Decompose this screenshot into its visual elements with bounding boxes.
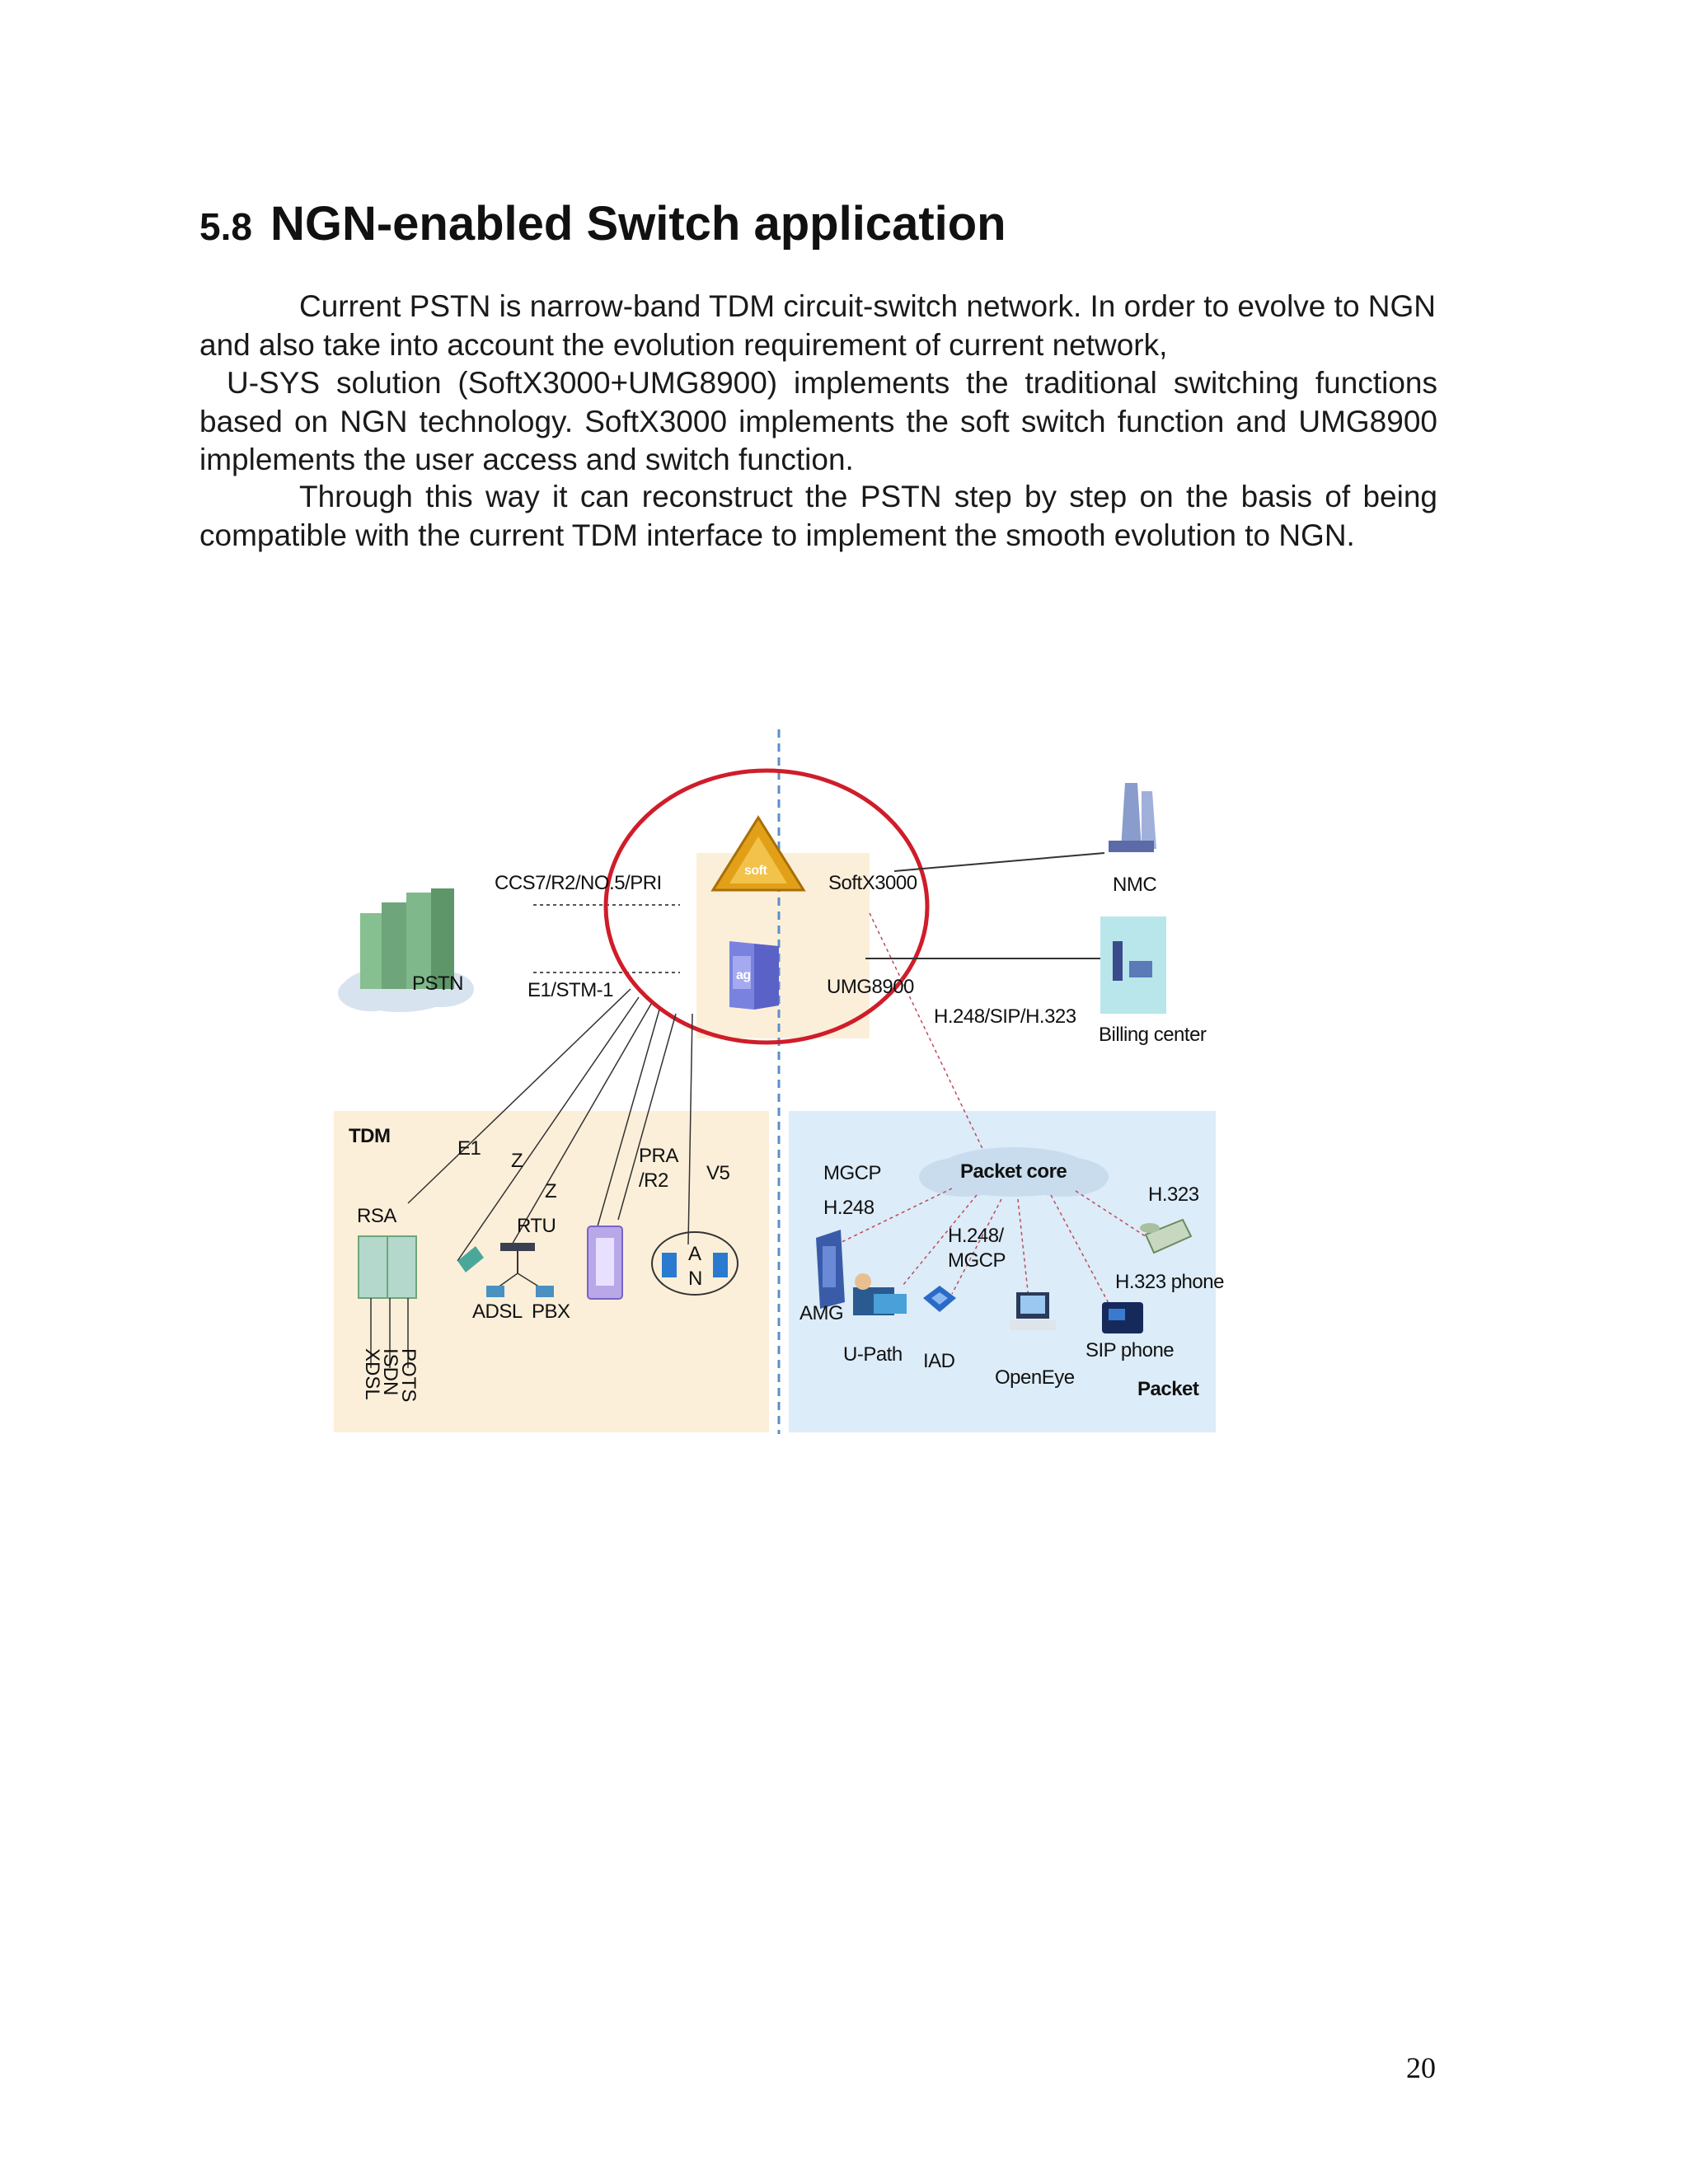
- page-number: 20: [1406, 2051, 1436, 2084]
- rtu-label: RTU: [517, 1215, 556, 1237]
- paragraph-1: [199, 288, 1437, 480]
- an-label-a: A: [688, 1243, 701, 1265]
- packet-title: Packet: [1137, 1378, 1199, 1400]
- openeye-icon: [1010, 1292, 1056, 1330]
- paragraph-1-line-2: U-SYS solution (SoftX3000+UMG8900) implements the traditional switching functions based on NGN technology. SoftX3000 implements the soft switch function and UMG8900 implements the user access and switch function.: [199, 366, 1437, 476]
- z-label-1: Z: [511, 1150, 523, 1172]
- section-heading: [199, 196, 1006, 251]
- umg-label: UMG8900: [827, 976, 914, 998]
- paragraph-2-text: Through this way it can reconstruct the PSTN step by step on the basis of being compatible with the current TDM interface to implement the smooth evolution to NGN.: [199, 480, 1437, 552]
- network-diagram: [326, 725, 1232, 1434]
- an-label-n: N: [688, 1268, 702, 1290]
- nmc-label: NMC: [1113, 874, 1157, 896]
- billing-icon: [1100, 916, 1166, 1014]
- amg-label: AMG: [799, 1302, 844, 1324]
- paragraph-2: [199, 478, 1437, 555]
- sip-phone-icon: [1102, 1302, 1143, 1333]
- pots-label: POTS: [397, 1348, 420, 1403]
- h248-sip-label: H.248/SIP/H.323: [934, 1005, 1076, 1028]
- pstn-label: PSTN: [412, 972, 464, 995]
- section-title: NGN-enabled Switch application: [270, 197, 1006, 251]
- iad-label: IAD: [923, 1350, 955, 1372]
- nmc-icon: [1109, 783, 1156, 852]
- h248-mgcp-label: H.248/ MGCP: [948, 1225, 1006, 1272]
- v5-label: V5: [706, 1162, 730, 1184]
- diagram-graphics: [326, 725, 1232, 1434]
- ccs7-label: CCS7/R2/NO.5/PRI: [495, 872, 662, 894]
- umg-icon-text: ag: [736, 968, 751, 982]
- packet-core-label: Packet core: [960, 1160, 1067, 1183]
- e1-label: E1: [457, 1137, 481, 1160]
- mgcp-label: MGCP: [823, 1162, 881, 1184]
- section-number: 5.8: [199, 205, 252, 248]
- tdm-title: TDM: [349, 1125, 391, 1147]
- h248-label: H.248: [823, 1197, 874, 1219]
- z-label-2: Z: [545, 1180, 557, 1202]
- xdsl-label: XDSL: [361, 1348, 383, 1400]
- paragraph-1-line-1: Current PSTN is narrow-band TDM circuit-switch network. In order to evolve to NGN and also take into account the evolution requirement of current network,: [199, 289, 1437, 362]
- rsa-label: RSA: [357, 1205, 396, 1227]
- upath-label: U-Path: [843, 1343, 903, 1366]
- pra-device-icon: [588, 1226, 622, 1299]
- openeye-label: OpenEye: [995, 1366, 1075, 1389]
- pra-r2-label: PRA /R2: [639, 1145, 678, 1192]
- isdn-label: ISDN: [379, 1348, 401, 1396]
- billing-label: Billing center: [1099, 1024, 1207, 1046]
- softx-icon-text: soft: [744, 864, 767, 878]
- h323-label: H.323: [1148, 1183, 1199, 1206]
- softx-label: SoftX3000: [828, 872, 917, 894]
- sip-phone-label: SIP phone: [1085, 1339, 1175, 1361]
- nmc-link: [894, 853, 1104, 871]
- pbx-label: PBX: [532, 1301, 570, 1323]
- h323-phone-label: H.323 phone: [1115, 1271, 1224, 1293]
- adsl-label: ADSL: [472, 1301, 523, 1323]
- amg-icon: [816, 1230, 845, 1309]
- e1stm-label: E1/STM-1: [528, 979, 614, 1001]
